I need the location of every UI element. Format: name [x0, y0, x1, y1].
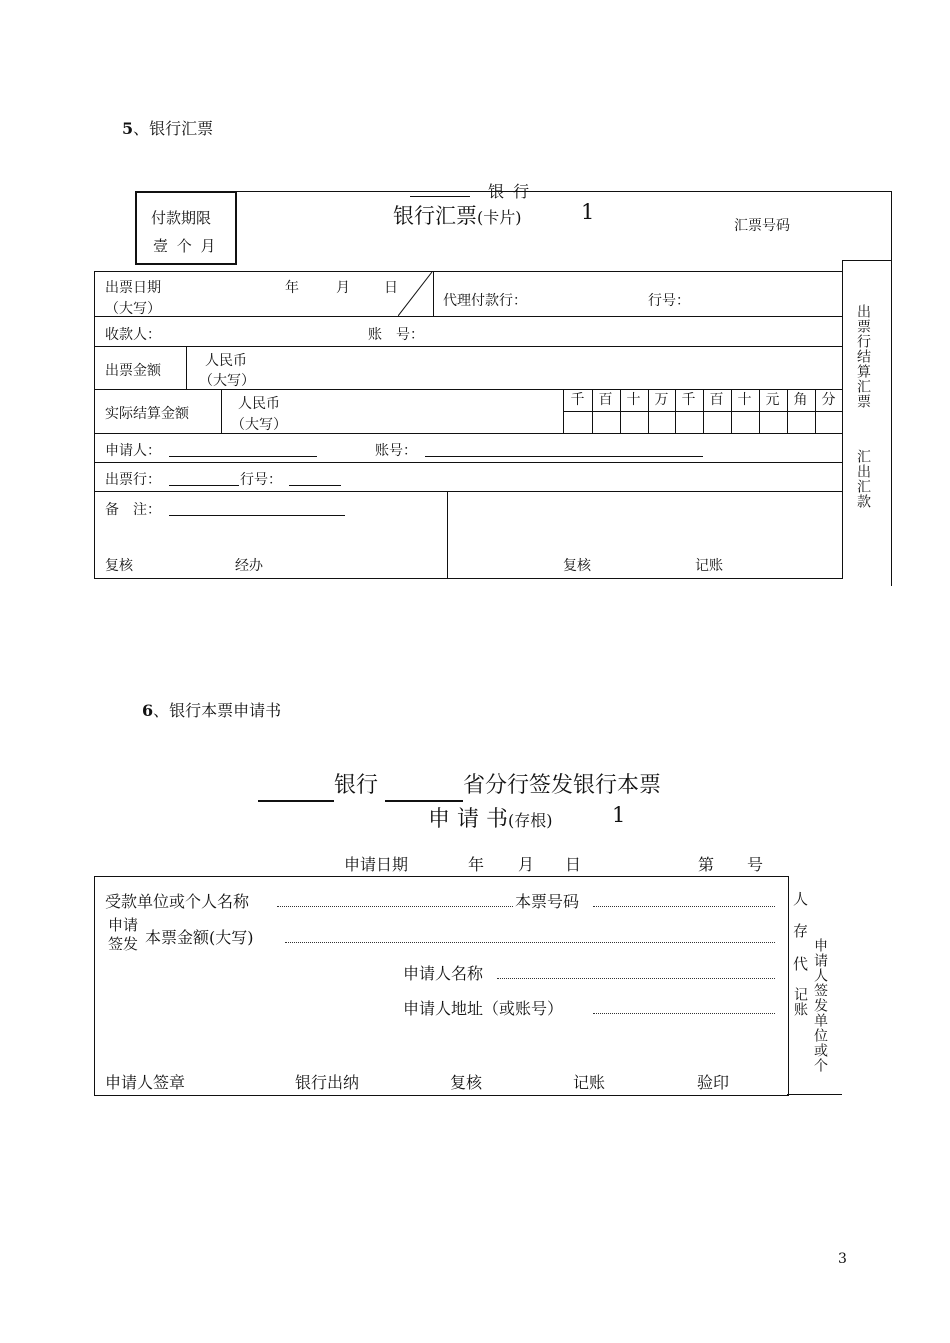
digit-header: 千	[570, 392, 585, 408]
review-label: 复核	[105, 558, 133, 574]
no-label: 第	[698, 855, 715, 874]
payment-period-value: 壹 个 月	[153, 237, 218, 255]
agent-bank-label: 代理付款行：	[443, 293, 527, 309]
note-title-bank: 银行	[334, 773, 379, 798]
note-amount-label: 本票金额(大写)	[145, 928, 254, 947]
date-slash	[398, 272, 434, 316]
note-number-label: 本票号码	[515, 892, 580, 911]
draft-number-label: 汇票号码	[734, 218, 790, 234]
note-side-bottom-line	[787, 1094, 842, 1095]
actual-amount-caps: （大写）	[231, 417, 287, 433]
apply-label: 申请	[108, 916, 139, 934]
actual-amount-label: 实际结算金额	[105, 406, 189, 422]
issue-amount-label: 出票金额	[105, 363, 161, 379]
side-char-3: 代	[793, 955, 809, 973]
issue-year: 年	[285, 280, 299, 296]
section-5-heading: 5、银行汇票	[122, 119, 214, 138]
digit-header: 百	[598, 392, 613, 408]
digit-header: 分	[821, 392, 836, 408]
issuing-bank-no-label: 行号：	[240, 472, 282, 488]
applicant-account-label: 账号：	[375, 443, 417, 459]
side-text-settlement: 出票行结算汇票	[855, 304, 871, 409]
bank-suffix: 银 行	[488, 182, 532, 201]
note-title: 省分行签发银行本票	[463, 773, 662, 798]
side-top-line	[842, 260, 891, 261]
applicant-seal-label: 申请人签章	[105, 1073, 186, 1092]
page-number: 3	[838, 1251, 847, 1267]
side-char-2: 存	[793, 922, 809, 940]
cashier-label: 银行出纳	[295, 1073, 360, 1092]
bookkeeping-label: 记账	[695, 558, 723, 574]
issue-date-caps: （大写）	[105, 301, 161, 317]
side-text-applicant: 申请人签发单位或个	[812, 938, 828, 1073]
bank-blank-1	[258, 800, 334, 802]
draft-table	[94, 271, 843, 579]
issue-amount-caps: （大写）	[199, 373, 255, 389]
apply-year: 年	[468, 855, 485, 874]
review-label-3: 复核	[450, 1073, 483, 1092]
bookkeeping-label-2: 记账	[573, 1073, 606, 1092]
digit-header: 角	[793, 392, 808, 408]
digit-grid	[563, 389, 843, 433]
apply-date-label: 申请日期	[344, 855, 409, 874]
issue-amount-rmb: 人民币	[205, 353, 247, 369]
side-text-remit: 汇出汇款	[855, 449, 871, 509]
draft-title: 银行汇票(卡片)	[393, 204, 522, 228]
applicant-address-label: 申请人地址（或账号）	[403, 999, 564, 1018]
bank-no-label: 行号：	[648, 293, 690, 309]
issue-day: 日	[384, 280, 398, 296]
bank-name-blank	[410, 196, 470, 197]
apply-month: 月	[518, 855, 535, 874]
remark-label: 备 注：	[105, 502, 161, 518]
applicant-name-label: 申请人名称	[403, 964, 484, 983]
handler-label: 经办	[235, 558, 263, 574]
note-subtitle: 申 请 书(存根)	[428, 807, 553, 832]
payee-account-label: 账 号：	[368, 327, 424, 343]
seal-check-label: 验印	[697, 1073, 730, 1092]
actual-amount-rmb: 人民币	[238, 396, 280, 412]
side-char-1: 人	[793, 890, 809, 908]
digit-header: 十	[737, 392, 752, 408]
apply-day: 日	[565, 855, 582, 874]
issuing-bank-label: 出票行：	[105, 472, 161, 488]
payee-label: 收款人：	[105, 327, 161, 343]
review-label-2: 复核	[563, 558, 591, 574]
digit-header: 元	[765, 392, 780, 408]
card-right-line	[891, 191, 892, 586]
note-copy-number: 1	[612, 803, 626, 827]
issue-label: 签发	[108, 935, 139, 953]
digit-header: 万	[654, 392, 669, 408]
no-suffix: 号	[747, 855, 764, 874]
digit-header: 百	[709, 392, 724, 408]
section-6-heading: 6、银行本票申请书	[142, 701, 282, 720]
issue-month: 月	[336, 280, 350, 296]
side-char-4: 记账	[792, 987, 808, 1017]
digit-header: 十	[626, 392, 641, 408]
note-application-box	[94, 876, 789, 1096]
applicant-label: 申请人：	[105, 443, 161, 459]
digit-header: 千	[681, 392, 696, 408]
card-top-line	[233, 191, 892, 192]
payee-name-label: 受款单位或个人名称	[105, 892, 250, 911]
payment-period-label: 付款期限	[151, 209, 212, 227]
issue-date-label: 出票日期	[105, 280, 161, 296]
copy-number: 1	[581, 200, 595, 224]
payment-period-box	[135, 191, 237, 265]
